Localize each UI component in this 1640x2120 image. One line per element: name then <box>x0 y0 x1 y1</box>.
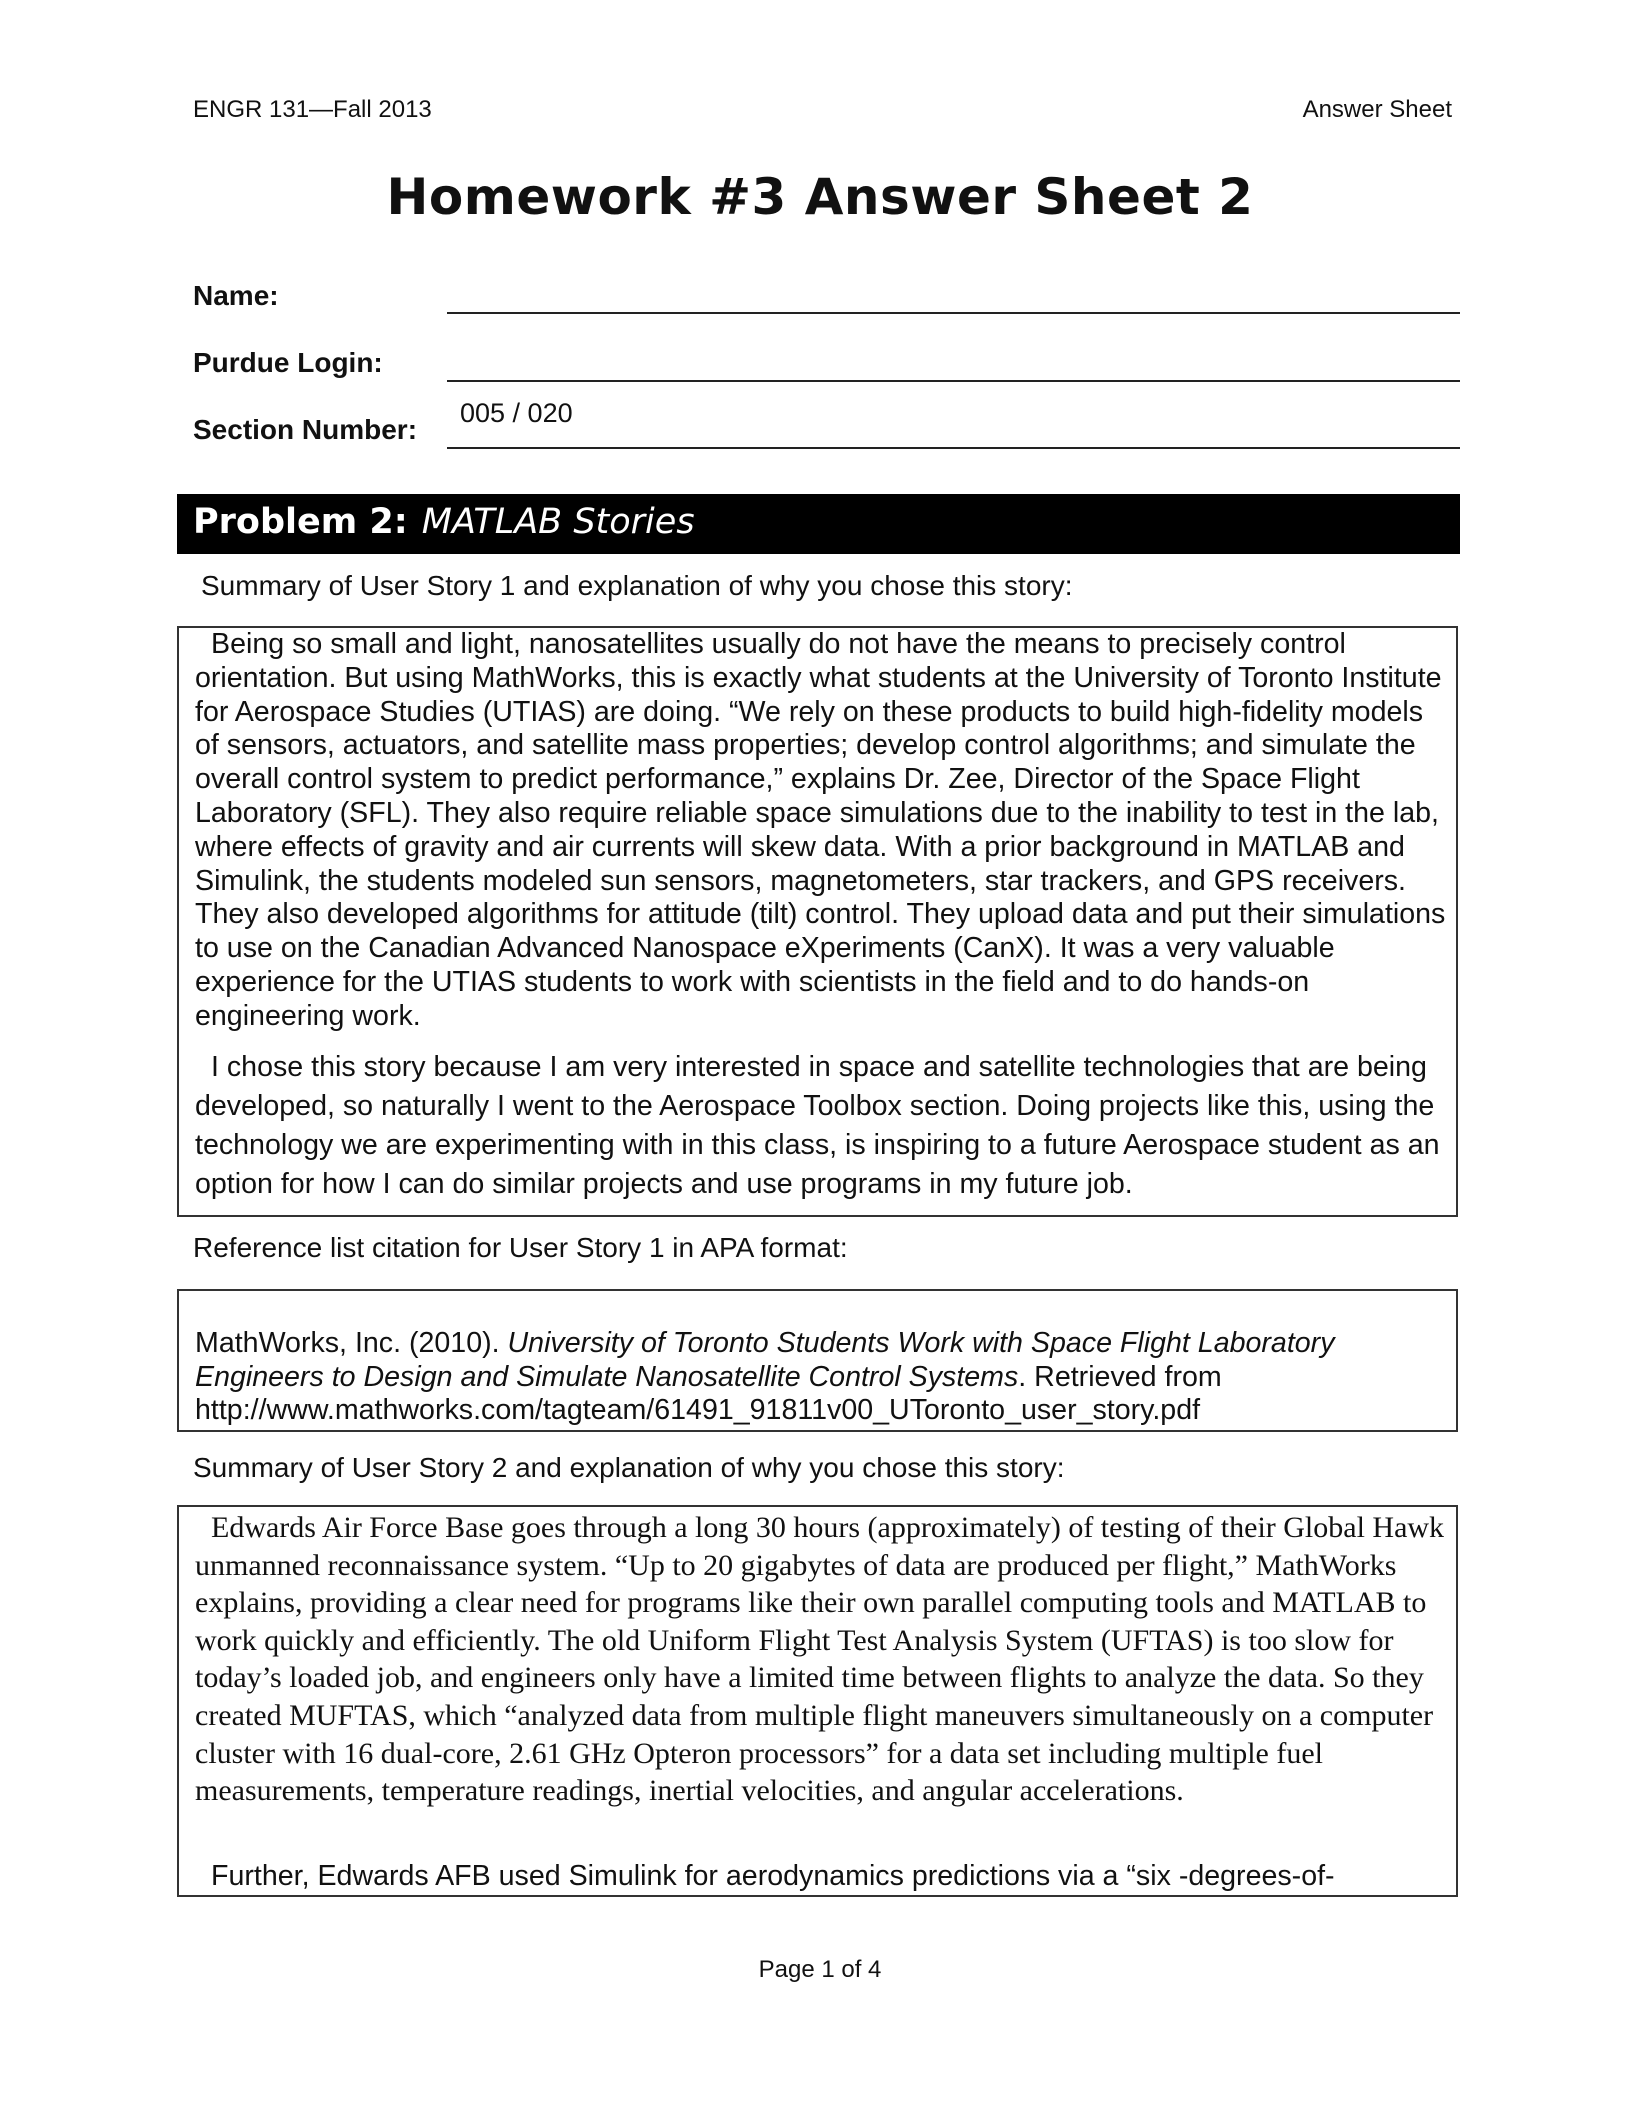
name-field-line[interactable] <box>447 312 1460 314</box>
story1-answer-box[interactable] <box>177 626 1458 1217</box>
citation-answer-box[interactable] <box>177 1289 1458 1432</box>
story2-answer-box[interactable] <box>177 1505 1458 1897</box>
citation-retrieved: . Retrieved from http://www.mathworks.com/tagteam/61491_91811v00_UToronto_user_story.pdf <box>195 1360 1222 1427</box>
section-value: 005 / 020 <box>460 398 573 428</box>
citation-prompt: Reference list citation for User Story 1 in APA format: <box>193 1232 848 1263</box>
problem-subtitle: MATLAB Stories <box>421 502 695 542</box>
doc-type-header: Answer Sheet <box>1302 96 1452 123</box>
section-field-line[interactable] <box>447 447 1460 449</box>
story2-prompt: Summary of User Story 2 and explanation of why you chose this story: <box>193 1452 1065 1483</box>
login-field-line[interactable] <box>447 380 1460 382</box>
section-label: Section Number: <box>193 414 418 445</box>
course-header: ENGR 131—Fall 2013 <box>193 96 432 123</box>
story1-summary: Being so small and light, nanosatellites usually do not have the means to precisely control orientation. But using MathWorks, this is exactly what students at the University of Toronto Institute for Aerospace Studies (UTIAS) are doing. “We rely on these products to build high-fidelity models of sensors, actuators, and satellite mass properties; develop control algorithms; and simulate the overall control system to predict performance,” explains Dr. Zee, Director of the Space Flight Laboratory (SFL). They also require reliable space simulations due to the inability to test in the lab, where effects of gravity and air currents will skew data. With a prior background in MATLAB and Simulink, the students modeled sun sensors, magnetometers, star trackers, and GPS receivers. They also developed algorithms for attitude (tilt) control. They upload data and put their simulations to use on the Canadian Advanced Nanospace eXperiments (CanX). It was a very valuable experience for the UTIAS students to work with scientists in the field and to do hands-on engineering work. <box>195 628 1446 1032</box>
name-label: Name: <box>193 280 279 311</box>
citation-title: University of Toronto Students Work with Space Flight Laboratory Engineers to Design and Simulate Nanosatellite Control Systems <box>195 1327 1335 1393</box>
page-number: Page 1 of 4 <box>758 1956 882 1983</box>
story1-prompt: Summary of User Story 1 and explanation of why you chose this story: <box>201 570 1073 601</box>
story1-explanation: I chose this story because I am very interested in space and satellite technologies that are being developed, so naturally I went to the Aerospace Toolbox section. Doing projects like this, using the technology we are experimenting with in this class, is inspiring to a future Aerospace student as an option for how I can do similar projects and use programs in my future job. <box>195 1051 1440 1200</box>
page-title: Homework #3 Answer Sheet 2 <box>386 168 1254 226</box>
citation-text <box>195 1327 1444 1428</box>
story2-summary: Edwards Air Force Base goes through a long 30 hours (approximately) of testing of their Global Hawk unmanned reconnaissance system. “Up to 20 gigabytes of data are produced per flight,” MathWorks explains, providing a clear need for programs like their own parallel computing tools and MATLAB to work quickly and efficiently. The old Uniform Flight Test Analysis System (UFTAS) is too slow for today’s loaded job, and engineers only have a limited time between flights to analyze the data. So they created MUFTAS, which “analyzed data from multiple flight maneuvers simultaneously on a computer cluster with 16 dual-core, 2.61 GHz Opteron processors” for a data set including multiple fuel measurements, temperature readings, inertial velocities, and angular accelerations. <box>195 1511 1445 1808</box>
problem-label: Problem 2: <box>193 502 408 542</box>
citation-author-year: MathWorks, Inc. (2010). <box>195 1327 508 1359</box>
story2-continuation: Further, Edwards AFB used Simulink for aerodynamics predictions via a “six -degrees-of- <box>211 1860 1335 1892</box>
problem-heading <box>193 502 695 542</box>
login-label: Purdue Login: <box>193 347 383 378</box>
problem-header-bar <box>177 494 1460 554</box>
